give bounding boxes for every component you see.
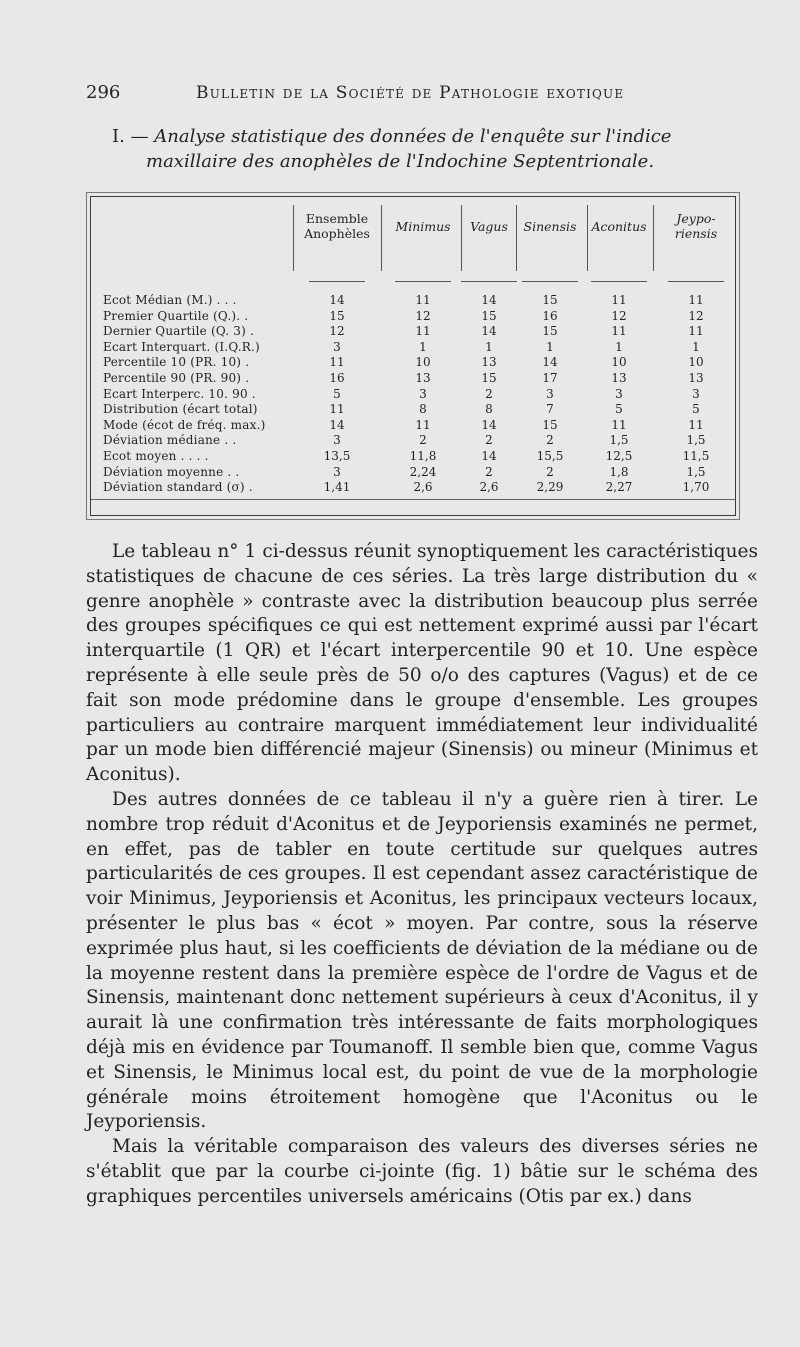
row-label: Premier Quartile (Q.). .	[103, 308, 249, 323]
table-cell: 11	[688, 293, 704, 307]
row-label: Ecart Interperc. 10. 90 .	[103, 386, 256, 401]
table-cell: 3	[333, 464, 341, 479]
table-cell: 13	[611, 371, 627, 385]
column-divider	[461, 205, 462, 271]
table-row	[91, 449, 735, 464]
column-divider	[516, 205, 517, 271]
header-underline	[591, 281, 647, 282]
table-cell: 1,8	[609, 464, 629, 479]
table-cell: 12	[415, 308, 431, 323]
table-row	[91, 418, 735, 433]
table-cell: 11	[415, 293, 431, 307]
table-cell: 13	[415, 371, 431, 385]
column-divider	[653, 205, 654, 271]
table-cell: 12,5	[605, 449, 633, 463]
table-cell: 8	[485, 402, 493, 417]
paragraph-3: Mais la véritable comparaison des valeurs des diverses séries ne s'établit que par la courbe ci-jointe (fig. 1) bâtie sur le schéma des graphiques percentiles universels américains (Otis par ex.) dans	[86, 1136, 758, 1207]
table-cell: 1,41	[323, 480, 351, 495]
column-header	[513, 219, 587, 234]
paragraph-1: Le tableau n° 1 ci-dessus réunit synoptiquement les caractéristiques statistiques de chacune de ces séries. La très large distribution du « genre anophèle » contraste avec la distribution beaucoup plus serrée des groupes spécifiques ce qui est nettement exprimé aussi par l'écart interquartile (1 QR) et l'écart interpercentile 90 et 10. Une espèce représente à elle seule près de 50 o/o des captures (Vagus) et de ce fait son mode prédomine dans le groupe d'ensemble. Les groupes particuliers au contraire marquent immédiatement leur individualité par un mode bien différencié majeur (Sinensis) ou mineur (Minimus et Aconitus).	[86, 541, 758, 786]
table-row	[91, 355, 735, 370]
section-title-line2: maxillaire des anophèles de l'Indochine Septentrionale.	[146, 151, 655, 172]
table-cell: 11	[415, 417, 431, 432]
table-cell: 3	[419, 386, 427, 401]
column-divider	[587, 205, 588, 271]
table-cell: 15	[542, 324, 558, 339]
table-cell: 15	[542, 293, 558, 307]
column-header-line1: Aconitus	[591, 219, 647, 234]
table-row	[91, 340, 735, 355]
table-cell: 3	[615, 386, 623, 401]
column-divider	[381, 205, 382, 271]
column-header-line2: riensis	[674, 226, 718, 241]
table-cell: 15	[329, 308, 345, 323]
section-title-line1: — Analyse statistique des données de l'enquête sur l'indice	[130, 126, 672, 147]
table-row	[91, 371, 735, 386]
table-row	[91, 465, 735, 480]
table-cell: 5	[692, 402, 700, 417]
table-cell: 10	[688, 355, 704, 370]
row-label: Dernier Quartile (Q. 3) .	[103, 324, 255, 339]
table-cell: 14	[329, 417, 345, 432]
row-label: Percentile 10 (PR. 10) .	[103, 355, 250, 370]
table-cell: 17	[542, 371, 558, 385]
table-cell: 14	[481, 324, 497, 339]
table-cell: 15	[542, 417, 558, 432]
running-head	[86, 82, 754, 106]
column-header-line1: Jeypo-	[676, 211, 716, 226]
table-cell: 2	[485, 386, 493, 401]
row-label: Distribution (écart total)	[103, 402, 258, 417]
table-cell: 2,6	[479, 480, 499, 495]
column-divider	[293, 205, 294, 271]
table-cell: 3	[333, 433, 341, 448]
table-bottom-rule	[91, 499, 735, 500]
table-cell: 11,5	[682, 449, 710, 463]
paragraph-2: Des autres données de ce tableau il n'y a guère rien à tirer. Le nombre trop réduit d'Aconitus et de Jeyporiensis examinés ne permet, en effet, pas de tabler en toute certitude sur quelques autres particularités de ces groupes. Il est cependant assez caractéristique de voir Minimus, Jeyporiensis et Aconitus, les principaux vecteurs locaux, présenter le plus bas « écot » moyen. Par contre, sous la réserve exprimée plus haut, si les coefficients de déviation de la médiane ou de la moyenne restent dans la première espèce de l'ordre de Vagus et de Sinensis, maintenant donc nettement supérieurs à ceux d'Aconitus, il y aurait là une confirmation très intéressante de faits morphologiques déjà mis en évidence par Toumanoff. Il semble bien que, comme Vagus et Sinensis, le Minimus local est, du point de vue de la morphologie générale moins étroitement homogène que l'Aconitus ou le Jeyporiensis.	[86, 788, 758, 1133]
table-cell: 11	[688, 417, 704, 432]
table-cell: 13	[688, 371, 704, 385]
table-cell: 1,5	[609, 433, 629, 448]
table-row	[91, 433, 735, 448]
row-label: Déviation moyenne . .	[103, 464, 240, 479]
table-cell: 5	[615, 402, 623, 417]
column-header	[388, 219, 458, 234]
header-underline	[395, 281, 451, 282]
header-underline	[309, 281, 365, 282]
table-cell: 1	[546, 339, 554, 354]
header-underline	[522, 281, 578, 282]
column-header-line2: Anophèles	[304, 226, 370, 241]
table-cell: 2	[546, 433, 554, 448]
row-label: Déviation standard (σ) .	[103, 480, 253, 495]
table-row	[91, 309, 735, 324]
table-cell: 15,5	[536, 449, 564, 463]
row-label: Mode (écot de fréq. max.)	[103, 417, 266, 432]
table-cell: 12	[611, 308, 627, 323]
column-header-line1: Minimus	[395, 219, 451, 234]
table-cell: 14	[481, 417, 497, 432]
table-cell: 1	[419, 339, 427, 354]
table-cell: 14	[329, 293, 345, 307]
table-cell: 11	[329, 402, 345, 417]
table-cell: 8	[419, 402, 427, 417]
column-header	[296, 211, 378, 241]
table-cell: 1,70	[682, 480, 710, 495]
table-cell: 14	[542, 355, 558, 370]
table-cell: 14	[481, 293, 497, 307]
table-cell: 11	[611, 293, 627, 307]
header-underline	[668, 281, 724, 282]
column-header	[463, 219, 515, 234]
table-cell: 1	[485, 339, 493, 354]
table-row	[91, 387, 735, 402]
table-cell: 3	[546, 386, 554, 401]
journal-title: Bulletin de la Société de Pathologie exotique	[196, 83, 625, 103]
statistics-table	[90, 196, 736, 516]
body-text	[86, 540, 758, 1210]
row-label: Percentile 90 (PR. 90) .	[103, 371, 250, 385]
header-underline	[461, 281, 517, 282]
row-label: Ecot Médian (M.) . . .	[103, 293, 237, 307]
table-cell: 11	[611, 324, 627, 339]
table-row	[91, 324, 735, 339]
column-header-line1: Ensemble	[305, 211, 369, 226]
row-label: Ecart Interquart. (I.Q.R.)	[103, 339, 260, 354]
row-label: Ecot moyen . . . .	[103, 449, 209, 463]
table-cell: 11	[611, 417, 627, 432]
table-cell: 2	[419, 433, 427, 448]
table-cell: 2,6	[413, 480, 433, 495]
table-cell: 10	[415, 355, 431, 370]
table-cell: 5	[333, 386, 341, 401]
section-number: I.	[112, 126, 125, 147]
table-cell: 2,27	[605, 480, 633, 495]
column-header	[659, 211, 733, 241]
table-cell: 11	[415, 324, 431, 339]
page-number: 296	[86, 82, 121, 103]
table-cell: 3	[692, 386, 700, 401]
table-cell: 12	[688, 308, 704, 323]
table-row	[91, 480, 735, 495]
table-cell: 12	[329, 324, 345, 339]
section-title	[112, 124, 762, 174]
table-cell: 1	[692, 339, 700, 354]
table-row	[91, 293, 735, 308]
table-cell: 2	[485, 433, 493, 448]
table-cell: 2,24	[409, 464, 437, 479]
table-cell: 13	[481, 355, 497, 370]
table-cell: 11	[688, 324, 704, 339]
column-header	[585, 219, 653, 234]
table-cell: 10	[611, 355, 627, 370]
column-header-line1: Sinensis	[523, 219, 577, 234]
table-cell: 11	[329, 355, 345, 370]
column-header-line1: Vagus	[470, 219, 508, 234]
table-cell: 3	[333, 339, 341, 354]
table-cell: 2	[485, 464, 493, 479]
table-cell: 15	[481, 308, 497, 323]
table-cell: 2	[546, 464, 554, 479]
table-cell: 1,5	[686, 464, 706, 479]
table-cell: 13,5	[323, 449, 351, 463]
table-cell: 16	[542, 308, 558, 323]
table-cell: 2,29	[536, 480, 564, 495]
table-cell: 7	[546, 402, 554, 417]
table-cell: 11,8	[409, 449, 437, 463]
table-cell: 15	[481, 371, 497, 385]
table-cell: 16	[329, 371, 345, 385]
table-cell: 14	[481, 449, 497, 463]
table-row	[91, 402, 735, 417]
table-cell: 1,5	[686, 433, 706, 448]
table-cell: 1	[615, 339, 623, 354]
row-label: Déviation médiane . .	[103, 433, 237, 448]
